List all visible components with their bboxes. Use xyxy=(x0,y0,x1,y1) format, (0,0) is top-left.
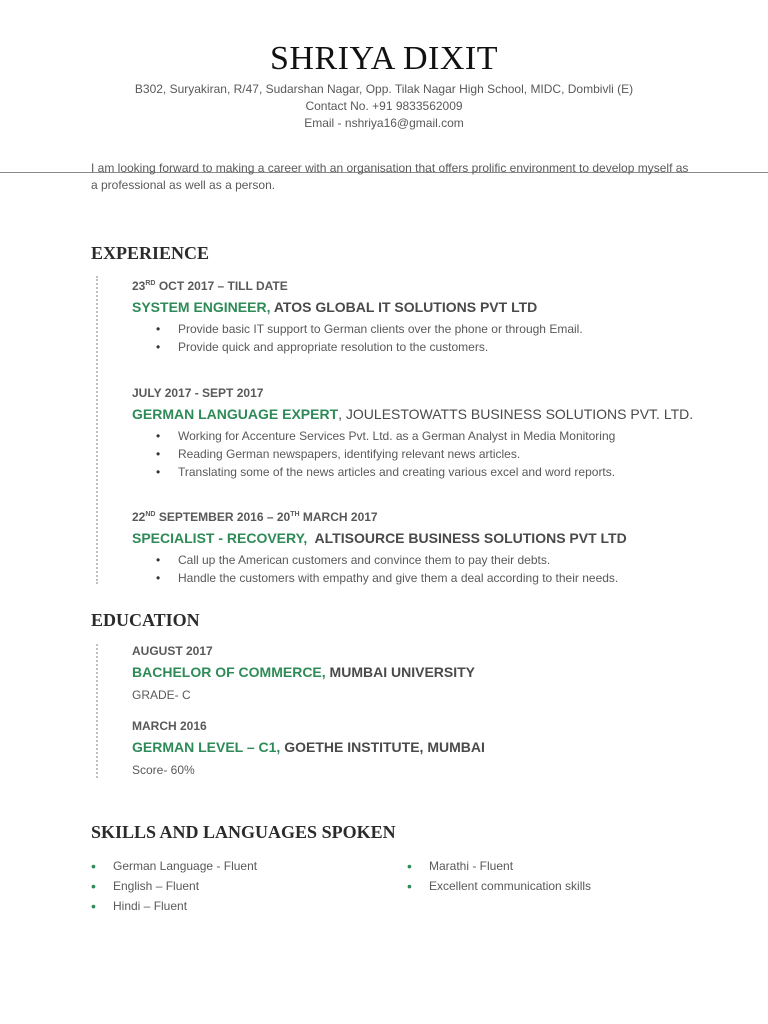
job-entry xyxy=(132,279,752,356)
job-entry xyxy=(132,386,752,481)
experience-heading: EXPERIENCE xyxy=(91,243,210,263)
job-duties xyxy=(132,320,752,356)
address: B302, Suryakiran, R/47, Sudarshan Nagar, Opp. Tilak Nagar High School, MIDC, Dombivli (E) xyxy=(134,82,634,96)
list-item: • Call up the American customers and convince them to pay their debts. xyxy=(132,551,752,569)
job-company: ALTISOURCE BUSINESS SOLUTIONS PVT LTD xyxy=(307,530,627,546)
education-entry xyxy=(132,719,752,777)
objective-text: I am looking forward to making a career with an organisation that offers prolific environment to develop myself as a professional as well as a person. xyxy=(91,161,689,192)
education-timeline xyxy=(96,644,98,778)
skills-column-left xyxy=(91,856,257,916)
list-item: • English – Fluent xyxy=(91,876,257,896)
job-role xyxy=(132,299,752,319)
education-heading: EDUCATION xyxy=(91,610,200,630)
education-degree xyxy=(132,739,752,759)
education-date: MARCH 2016 xyxy=(132,719,207,733)
list-item: • Hindi – Fluent xyxy=(91,896,257,916)
education-grade: GRADE- C xyxy=(132,688,191,702)
institute: GOETHE INSTITUTE, MUMBAI xyxy=(280,739,485,755)
job-role xyxy=(132,406,752,426)
job-title: SYSTEM ENGINEER, xyxy=(132,299,271,315)
education-degree xyxy=(132,664,752,684)
job-title: GERMAN LANGUAGE EXPERT xyxy=(132,406,339,422)
degree-title: BACHELOR OF COMMERCE, xyxy=(132,664,326,680)
job-date: 22ND SEPTEMBER 2016 – 20TH MARCH 2017 xyxy=(132,510,378,524)
list-item: • Provide quick and appropriate resolution to the customers. xyxy=(132,338,752,356)
contact-number: Contact No. +91 9833562009 xyxy=(305,99,463,113)
job-date: JULY 2017 - SEPT 2017 xyxy=(132,386,264,400)
list-item: • Marathi - Fluent xyxy=(407,856,591,876)
job-duties xyxy=(132,427,752,481)
job-duties xyxy=(132,551,752,587)
degree-title: GERMAN LEVEL – C1, xyxy=(132,739,281,755)
job-entry xyxy=(132,510,752,587)
experience-timeline xyxy=(96,276,98,584)
institute: MUMBAI UNIVERSITY xyxy=(325,664,476,680)
list-item: • German Language - Fluent xyxy=(91,856,257,876)
list-item: • Reading German newspapers, identifying relevant news articles. xyxy=(132,445,752,463)
education-grade: Score- 60% xyxy=(132,763,195,777)
list-item: • Working for Accenture Services Pvt. Ltd. as a German Analyst in Media Monitoring xyxy=(132,427,752,445)
list-item: • Excellent communication skills xyxy=(407,876,591,896)
job-title: SPECIALIST - RECOVERY, xyxy=(132,530,308,546)
candidate-name: SHRIYA DIXIT xyxy=(270,40,498,77)
job-date: 23RD OCT 2017 – TILL DATE xyxy=(132,279,288,293)
list-item: • Provide basic IT support to German clients over the phone or through Email. xyxy=(132,320,752,338)
education-entry xyxy=(132,644,752,702)
list-item: • Translating some of the news articles and creating various excel and word reports. xyxy=(132,463,752,481)
job-company: ATOS GLOBAL IT SOLUTIONS PVT LTD xyxy=(270,299,538,315)
skills-heading: SKILLS AND LANGUAGES SPOKEN xyxy=(91,822,396,842)
education-date: AUGUST 2017 xyxy=(132,644,213,658)
job-company: , JOULESTOWATTS BUSINESS SOLUTIONS PVT. LTD. xyxy=(338,406,694,422)
job-role xyxy=(132,530,752,550)
email: Email - nshriya16@gmail.com xyxy=(304,116,464,130)
list-item: • Handle the customers with empathy and give them a deal according to their needs. xyxy=(132,569,752,587)
skills-column-right xyxy=(407,856,591,896)
